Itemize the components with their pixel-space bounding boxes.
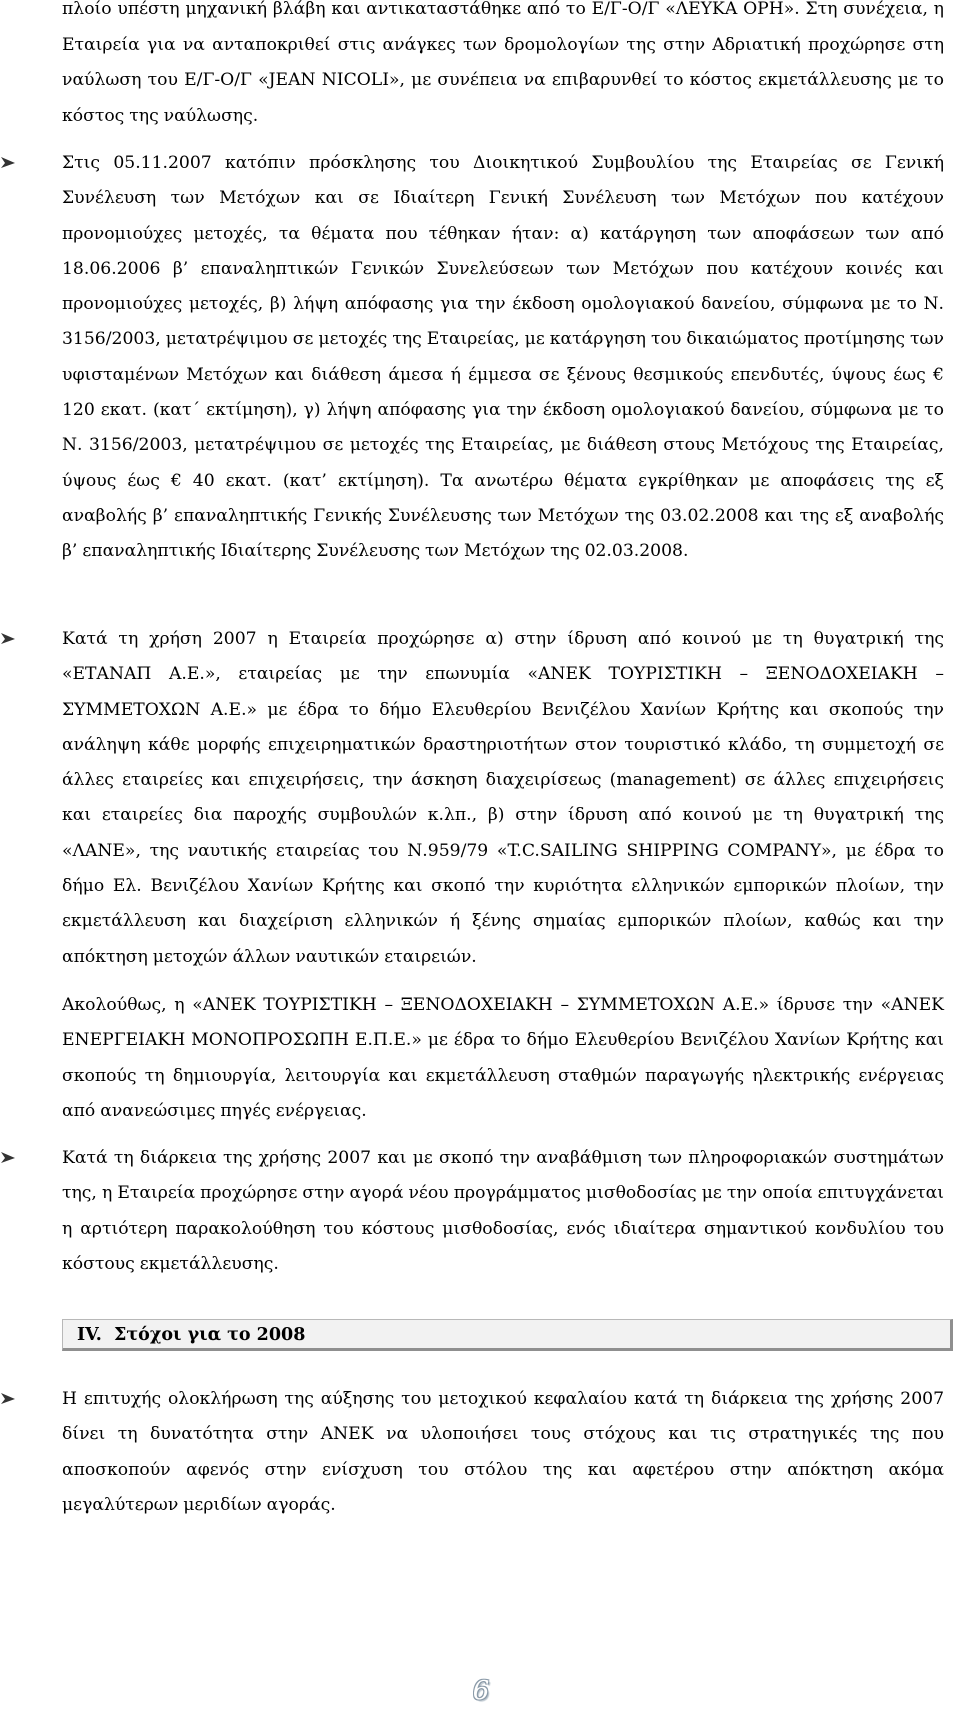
section-title	[77, 1323, 305, 1347]
paragraph-assembly: Στις 05.11.2007 κατόπιν πρόσκλησης του Διοικητικού Συμβουλίου της Εταιρείας σε Γενική Συνέλευση των Μετόχων και σε Ιδιαίτερη Γενική Συνέλευση των Μετόχων που κατέχουν προνομιούχες μετοχές, τα θέματα που τέθηκαν ήταν: α) κατάργηση των αποφάσεων των από 18.06.2006 β’ επαναληπτικών Γενικών Συνελεύσεων των Μετόχων που κατέχουν κοινές και προνομιούχες μετοχές, β) λήψη απόφασης για την έκδοση ομολογιακού δανείου, σύμφωνα με το Ν. 3156/2003, μετατρέψιμου σε μετοχές της Εταιρείας, με κατάργηση του δικαιώματος προτίμησης των υφισταμένων Μετόχων και διάθεση άμεσα ή έμμεσα σε ξένους θεσμικούς επενδυτές, ύψους έως € 120 εκατ. (κατ΄ εκτίμηση), γ) λήψη απόφασης για την έκδοση ομολογιακού δανείου, σύμφωνα με το Ν. 3156/2003, μετατρέψιμου σε μετοχές της Εταιρείας, με διάθεση στους Μετόχους της Εταιρείας, ύψους έως € 40 εκατ. (κατ’ εκτίμηση). Τα ανωτέρω θέματα εγκρίθηκαν με αποφάσεις της εξ αναβολής β’ επαναληπτικής Γενικής Συνέλευσης των Μετόχων της 03.02.2008 και της εξ αναβολής β’ επαναληπτικής Ιδιαίτερης Συνέλευσης των Μετόχων της 02.03.2008.	[62, 153, 944, 562]
paragraph-energy: Ακολούθως, η «ΑΝΕΚ ΤΟΥΡΙΣΤΙΚΗ – ΞΕΝΟΔΟΧΕΙΑΚΗ – ΣΥΜΜΕΤΟΧΩΝ Α.Ε.» ίδρυσε την «ΑΝΕΚ ΕΝΕΡΓΕΙΑΚΗ ΜΟΝΟΠΡΟΣΩΠΗ Ε.Π.Ε.» με έδρα το δήμο Ελευθερίου Βενιζέλου Χανίων Κρήτης και σκοπούς τη δημιουργία, λειτουργία και εκμετάλλευση σταθμών παραγωγής ηλεκτρικής ενέργειας από ανανεώσιμες πηγές ενέργειας.	[62, 995, 944, 1121]
paragraph-payroll: Κατά τη διάρκεια της χρήσης 2007 και με σκοπό την αναβάθμιση των πληροφοριακών συστημάτων της, η Εταιρεία προχώρησε στην αγορά νέου προγράμματος μισθοδοσίας με την οποία επιτυγχάνεται η αρτιότερη παρακολούθηση του κόστους μισθοδοσίας, ενός ιδιαίτερα σημαντικού κονδυλίου του κόστους εκμετάλλευσης.	[62, 1148, 944, 1274]
section-heading	[62, 1319, 953, 1351]
section-title-text: Στόχοι για το 2008	[114, 1325, 306, 1345]
arrowhead-bullet-icon	[0, 1391, 16, 1405]
arrowhead-bullet-icon	[0, 155, 16, 169]
page-number: 6	[472, 1676, 490, 1706]
arrowhead-bullet-icon	[0, 631, 16, 645]
section-number: IV.	[77, 1325, 102, 1345]
paragraph-subsidiaries: Κατά τη χρήση 2007 η Εταιρεία προχώρησε α) στην ίδρυση από κοινού με τη θυγατρική της «ΕΤΑΝΑΠ Α.Ε.», εταιρείας με την επωνυμία «ΑΝΕΚ ΤΟΥΡΙΣΤΙΚΗ – ΞΕΝΟΔΟΧΕΙΑΚΗ – ΣΥΜΜΕΤΟΧΩΝ Α.Ε.» με έδρα το δήμο Ελευθερίου Βενιζέλου Χανίων Κρήτης και σκοπούς την ανάληψη κάθε μορφής επιχειρηματικών δραστηριοτήτων στον τουριστικό κλάδο, τη συμμετοχή σε άλλες εταιρείες και επιχειρήσεις, την άσκηση διαχειρίσεως (management) σε άλλες επιχειρήσεις και εταιρείες δια παροχής συμβουλών κ.λπ., β) στην ίδρυση από κοινού με τη θυγατρική της «ΛΑΝΕ», της ναυτικής εταιρείας του Ν.959/79 «T.C.SAILING SHIPPING COMPANY», με έδρα το δήμο Ελ. Βενιζέλου Χανίων Κρήτης και σκοπό την κυριότητα ελληνικών εμπορικών πλοίων, την εκμετάλλευση και διαχείριση ελληνικών ή ξένης σημαίας εμπορικών πλοίων, καθώς και την απόκτηση μετοχών άλλων ναυτικών εταιρειών.	[62, 629, 944, 967]
paragraph-intro: πλοίο υπέστη μηχανική βλάβη και αντικαταστάθηκε από το Ε/Γ-Ο/Γ «ΛΕΥΚΑ ΟΡΗ». Στη συνέχεια, η Εταιρεία για να ανταποκριθεί στις ανάγκες των δρομολογίων της στην Αδριατική προχώρησε στη ναύλωση του Ε/Γ-Ο/Γ «JEAN NICOLI», με συνέπεια να επιβαρυνθεί το κόστος εκμετάλλευσης με το κόστος της ναύλωσης.	[62, 0, 944, 126]
paragraph-goals: Η επιτυχής ολοκλήρωση της αύξησης του μετοχικού κεφαλαίου κατά τη διάρκεια της χρήσης 2007 δίνει τη δυνατότητα στην ΑΝΕΚ να υλοποιήσει τους στόχους και τις στρατηγικές της που αποσκοπούν αφενός στην ενίσχυση του στόλου της και αφετέρου στην απόκτηση ακόμα μεγαλύτερων μεριδίων αγοράς.	[62, 1389, 944, 1515]
arrowhead-bullet-icon	[0, 1150, 16, 1164]
